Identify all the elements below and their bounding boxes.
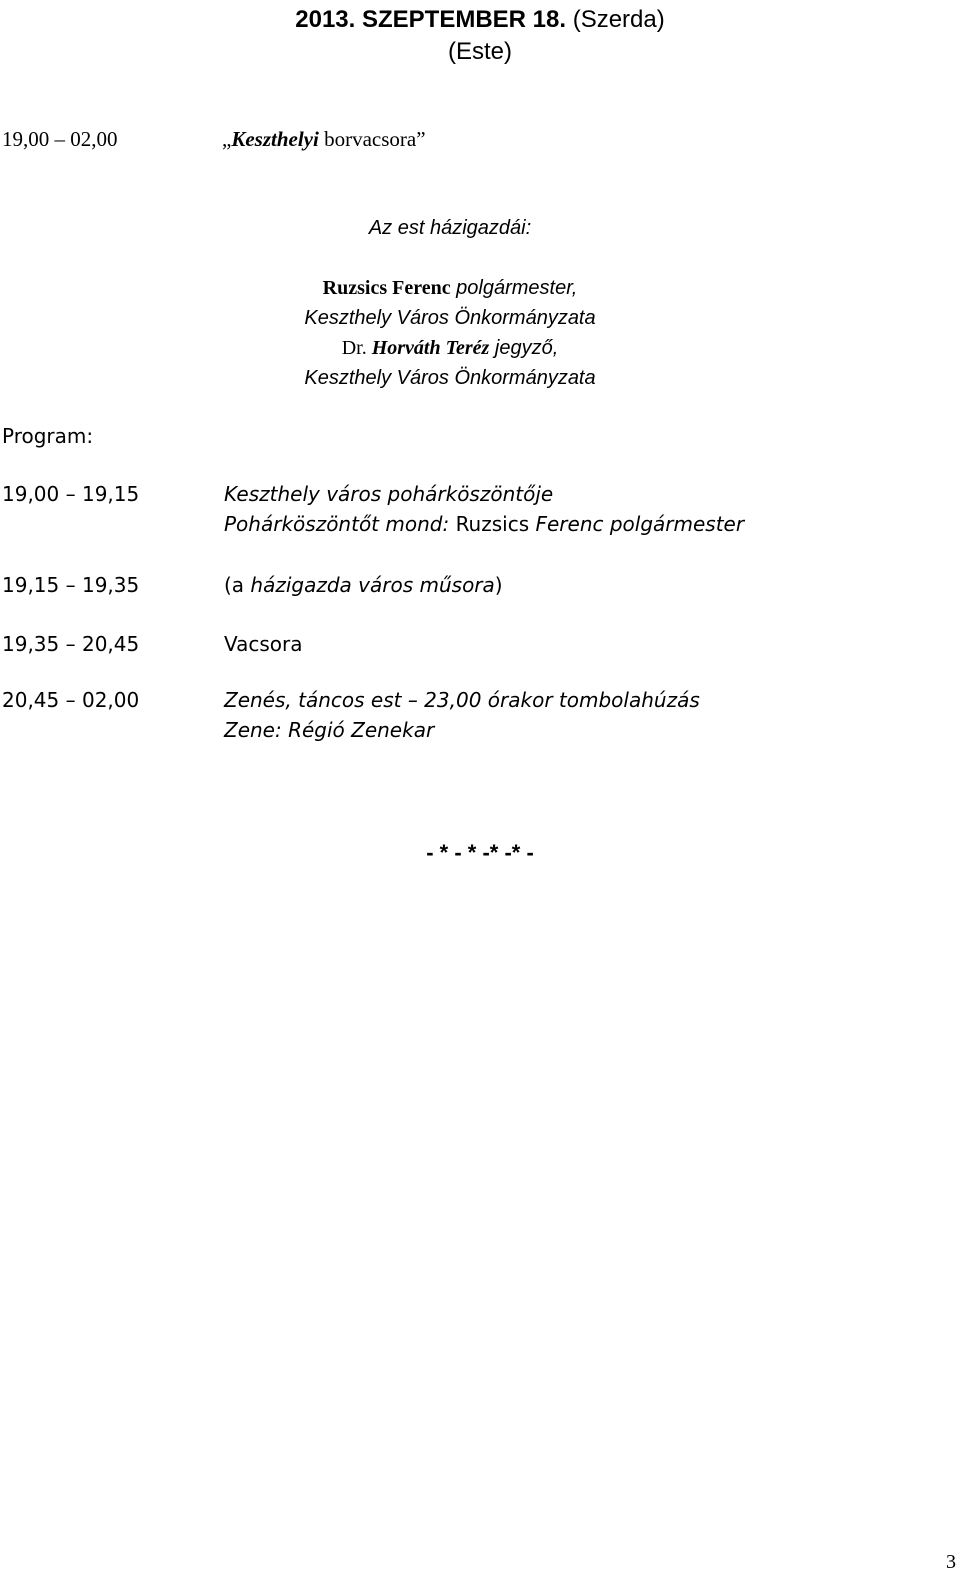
host1-role: polgármester, [450,277,578,299]
program-item-1-title: Keszthely város pohárköszöntője [224,482,554,506]
event-close-quote: ” [416,127,426,151]
program-item-3-desc: Vacsora [224,632,303,656]
host2-org: Keszthely Város Önkormányzata [304,367,596,389]
host1-org: Keszthely Város Önkormányzata [304,307,596,329]
host2-name: Horváth Teréz [371,337,490,359]
program-item-1-toast [224,512,744,536]
host2-line [170,333,730,363]
date-heading [0,4,960,36]
event-name-italic: Keszthelyi [231,127,319,151]
event-name-rest: borvacsora [318,127,417,151]
host1-name: Ruzsics Ferenc [322,277,451,299]
program-item-4-line1: Zenés, táncos est – 23,00 órakor tombolahúzás [224,688,700,712]
page-header [0,4,960,68]
program-label: Program: [2,424,94,448]
program-item-4-time: 20,45 – 02,00 [2,688,140,712]
host2-role: jegyző, [489,337,559,359]
program-item-1-time: 19,00 – 19,15 [2,482,140,506]
program-item-2-time: 19,15 – 19,35 [2,573,140,597]
program-item-4-line2: Zene: Régió Zenekar [224,718,435,742]
toast-speaker-first: Ruzsics [455,512,536,536]
date-text: 2013. SZEPTEMBER 18. [295,6,567,33]
program-item-2-desc [224,573,503,597]
page-number: 3 [946,1551,956,1573]
event-time: 19,00 – 02,00 [2,127,118,151]
program-item-2-open: (a [224,573,251,597]
program-item-2-italic: házigazda város műsora [250,573,495,597]
toast-speaker-rest: Ferenc polgármester [535,512,745,536]
toast-label: Pohárköszöntőt mond: [224,512,456,536]
evening-subtitle: (Este) [447,38,512,65]
program-item-3-time: 19,35 – 20,45 [2,632,140,656]
host2-prefix: Dr. [341,337,372,359]
hosts-intro: Az est házigazdái: [368,217,532,239]
event-title [222,127,426,152]
program-item-2-close: ) [494,573,503,597]
event-open-quote: „ [222,127,232,151]
host1-line [170,273,730,303]
footer-separator: - * - * -* -* - [426,840,534,865]
weekday-text: (Szerda) [572,6,665,33]
